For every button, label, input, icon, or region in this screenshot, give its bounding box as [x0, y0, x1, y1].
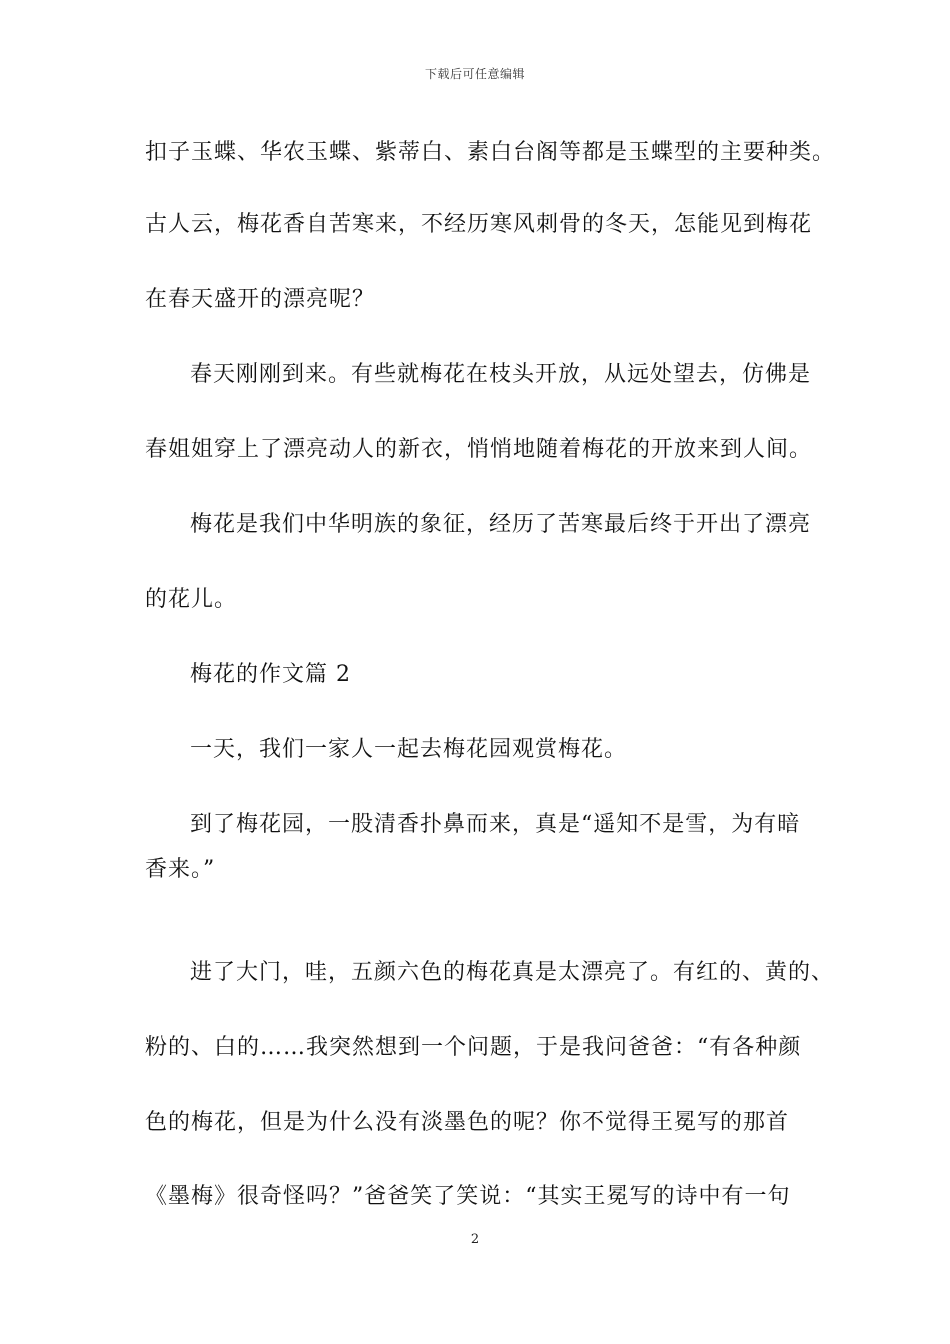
text-line: 古人云，梅花香自苦寒来，不经历寒风刺骨的冬天，怎能见到梅花	[145, 212, 813, 237]
text-line: 的花儿。	[145, 587, 238, 612]
text-line: 一天，我们一家人一起去梅花园观赏梅花。	[190, 737, 628, 762]
text-line: 进了大门，哇，五颜六色的梅花真是太漂亮了。有红的、黄的、	[190, 960, 835, 985]
text-line: 在春天盛开的漂亮呢？	[145, 287, 376, 312]
text-line: 《墨梅》很奇怪吗？”爸爸笑了笑说：“其实王冕写的诗中有一句	[145, 1184, 791, 1209]
text-line: 扣子玉蝶、华农玉蝶、紫蒂白、素白台阁等都是玉蝶型的主要种类。	[145, 140, 836, 165]
text-line: 春姐姐穿上了漂亮动人的新衣，悄悄地随着梅花的开放来到人间。	[145, 437, 813, 462]
page-number: 2	[470, 1232, 480, 1247]
section-heading: 梅花的作文篇 2	[190, 662, 351, 687]
text-line: 粉的、白的……我突然想到一个问题，于是我问爸爸：“有各种颜	[145, 1035, 802, 1060]
text-line: 色的梅花，但是为什么没有淡墨色的呢？你不觉得王冕写的那首	[145, 1110, 790, 1135]
text-line: 梅花是我们中华明族的象征，经历了苦寒最后终于开出了漂亮	[190, 512, 812, 537]
text-line: 春天刚刚到来。有些就梅花在枝头开放，从远处望去，仿佛是	[190, 362, 812, 387]
header-note: 下载后可任意编辑	[424, 67, 525, 81]
text-line: 香来。”	[145, 857, 216, 882]
text-line: 到了梅花园，一股清香扑鼻而来，真是“遥知不是雪，为有暗	[190, 812, 801, 837]
